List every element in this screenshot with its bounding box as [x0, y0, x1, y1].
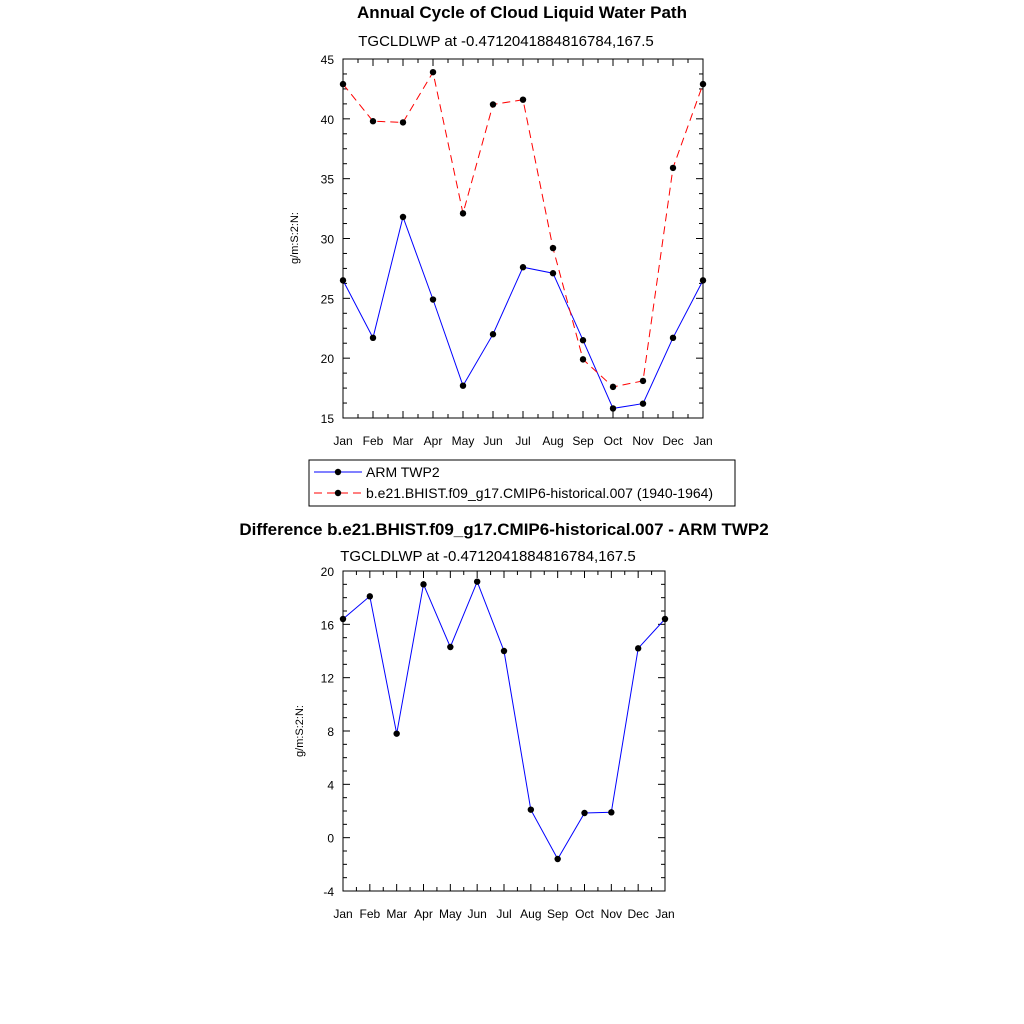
chart1-point-arm-twp2	[400, 214, 406, 220]
chart1-point-arm-twp2	[670, 335, 676, 341]
chart1-x-tick-label: Mar	[392, 434, 414, 448]
chart2-point-series-1	[474, 578, 480, 584]
chart1-x-tick-label: Nov	[632, 434, 654, 448]
chart1-x-tick-label: Jan	[693, 434, 713, 448]
chart1-series-line-arm-twp2	[343, 217, 703, 408]
chart2-point-series-1	[528, 806, 534, 812]
chart1-point-arm-twp2	[370, 335, 376, 341]
chart2-x-tick-label: Apr	[414, 907, 433, 921]
chart2-plot-frame	[343, 571, 665, 891]
chart1-x-tick-label: Feb	[362, 434, 384, 448]
chart2-y-tick-label: 20	[320, 565, 334, 579]
chart1-subtitle: TGCLDLWP at -0.4712041884816784,167.5	[358, 33, 654, 50]
chart1-point-arm-twp2	[490, 331, 496, 337]
chart1-x-tick-label: Oct	[603, 434, 623, 448]
chart1-y-axis-label: g/m:S:2:N:	[289, 212, 301, 264]
chart2-series-line-series-1	[343, 582, 665, 859]
chart2-point-series-1	[554, 856, 560, 862]
chart2-x-tick-label: Jan	[333, 907, 353, 921]
chart1-point-arm-twp2	[430, 296, 436, 302]
chart2-x-tick-label: Sep	[546, 907, 569, 921]
chart1-point-b-e21-bhist-f09-g17-cmip6-historical-007-1940-1964	[610, 384, 616, 390]
chart2-x-tick-label: Dec	[627, 907, 649, 921]
legend-marker-cmip6-historical	[335, 490, 341, 496]
annual-cycle-chart	[289, 3, 713, 448]
chart1-point-arm-twp2	[460, 382, 466, 388]
chart2-x-tick-label: Feb	[359, 907, 381, 921]
chart1-y-tick-label: 30	[320, 232, 334, 247]
chart2-x-tick-label: Jun	[467, 907, 487, 921]
chart2-x-tick-label: May	[438, 907, 462, 921]
chart1-x-tick-label: Dec	[662, 434, 684, 448]
chart1-point-b-e21-bhist-f09-g17-cmip6-historical-007-1940-1964	[670, 165, 676, 171]
chart1-point-b-e21-bhist-f09-g17-cmip6-historical-007-1940-1964	[370, 118, 376, 124]
chart1-x-tick-label: Sep	[572, 434, 594, 448]
chart1-point-arm-twp2	[520, 264, 526, 270]
legend-marker-arm-twp2	[335, 469, 341, 475]
chart2-point-series-1	[367, 593, 373, 599]
chart1-point-arm-twp2	[640, 400, 646, 406]
chart1-point-b-e21-bhist-f09-g17-cmip6-historical-007-1940-1964	[400, 119, 406, 125]
chart2-title: Difference b.e21.BHIST.f09_g17.CMIP6-historical.007 - ARM TWP2	[239, 520, 769, 539]
chart2-x-tick-label: Jul	[496, 907, 512, 921]
chart1-point-b-e21-bhist-f09-g17-cmip6-historical-007-1940-1964	[550, 245, 556, 251]
difference-chart	[239, 520, 768, 921]
chart2-x-tick-label: Oct	[575, 907, 594, 921]
chart2-y-tick-label: 16	[320, 618, 334, 633]
chart1-point-b-e21-bhist-f09-g17-cmip6-historical-007-1940-1964	[460, 210, 466, 216]
chart1-legend	[309, 460, 735, 506]
chart2-point-series-1	[635, 645, 641, 651]
chart1-title: Annual Cycle of Cloud Liquid Water Path	[357, 3, 687, 22]
chart1-x-tick-label: May	[451, 434, 475, 448]
chart1-point-arm-twp2	[610, 405, 616, 411]
chart1-x-tick-label: Jan	[333, 434, 353, 448]
chart2-y-tick-label: -4	[323, 885, 334, 899]
chart1-x-tick-label: Aug	[542, 434, 564, 448]
chart2-y-tick-label: 12	[320, 671, 334, 686]
chart2-x-tick-label: Jan	[655, 907, 675, 921]
chart2-point-series-1	[501, 648, 507, 654]
chart1-point-b-e21-bhist-f09-g17-cmip6-historical-007-1940-1964	[490, 101, 496, 107]
chart1-point-b-e21-bhist-f09-g17-cmip6-historical-007-1940-1964	[640, 378, 646, 384]
chart2-y-tick-label: 4	[327, 778, 334, 793]
chart1-x-tick-label: Jul	[515, 434, 531, 448]
chart1-point-arm-twp2	[550, 270, 556, 276]
chart1-y-tick-label: 40	[320, 112, 334, 127]
chart1-series-line-b-e21-bhist-f09-g17-cmip6-historical-007-1940-1964	[343, 72, 703, 387]
chart2-point-series-1	[581, 810, 587, 816]
legend-label-arm-twp2: ARM TWP2	[366, 464, 440, 480]
chart2-x-tick-label: Aug	[520, 907, 542, 921]
chart2-x-tick-label: Mar	[386, 907, 408, 921]
chart1-point-b-e21-bhist-f09-g17-cmip6-historical-007-1940-1964	[580, 356, 586, 362]
chart2-subtitle: TGCLDLWP at -0.4712041884816784,167.5	[340, 548, 636, 565]
chart1-point-arm-twp2	[580, 337, 586, 343]
legend-label-cmip6-historical: b.e21.BHIST.f09_g17.CMIP6-historical.007 (1940-1964)	[366, 485, 714, 501]
chart1-y-tick-label: 45	[320, 53, 334, 67]
chart1-x-tick-label: Apr	[423, 434, 443, 448]
chart1-point-b-e21-bhist-f09-g17-cmip6-historical-007-1940-1964	[430, 69, 436, 75]
legend-item-cmip6-historical	[314, 485, 713, 501]
chart2-point-series-1	[608, 809, 614, 815]
chart1-y-tick-label: 20	[320, 352, 334, 367]
chart1-x-tick-label: Jun	[483, 434, 503, 448]
chart1-y-tick-label: 25	[320, 292, 334, 307]
chart2-y-axis-label: g/m:S:2:N:	[294, 705, 306, 757]
chart2-point-series-1	[420, 581, 426, 587]
chart1-point-b-e21-bhist-f09-g17-cmip6-historical-007-1940-1964	[520, 96, 526, 102]
chart2-y-tick-label: 0	[327, 831, 334, 846]
chart2-x-tick-label: Nov	[600, 907, 623, 921]
chart1-plot-frame	[343, 59, 703, 418]
chart1-y-tick-label: 35	[320, 172, 334, 187]
chart2-y-tick-label: 8	[327, 725, 334, 739]
chart2-point-series-1	[447, 644, 453, 650]
chart2-point-series-1	[393, 730, 399, 736]
chart1-y-tick-label: 15	[320, 412, 334, 426]
